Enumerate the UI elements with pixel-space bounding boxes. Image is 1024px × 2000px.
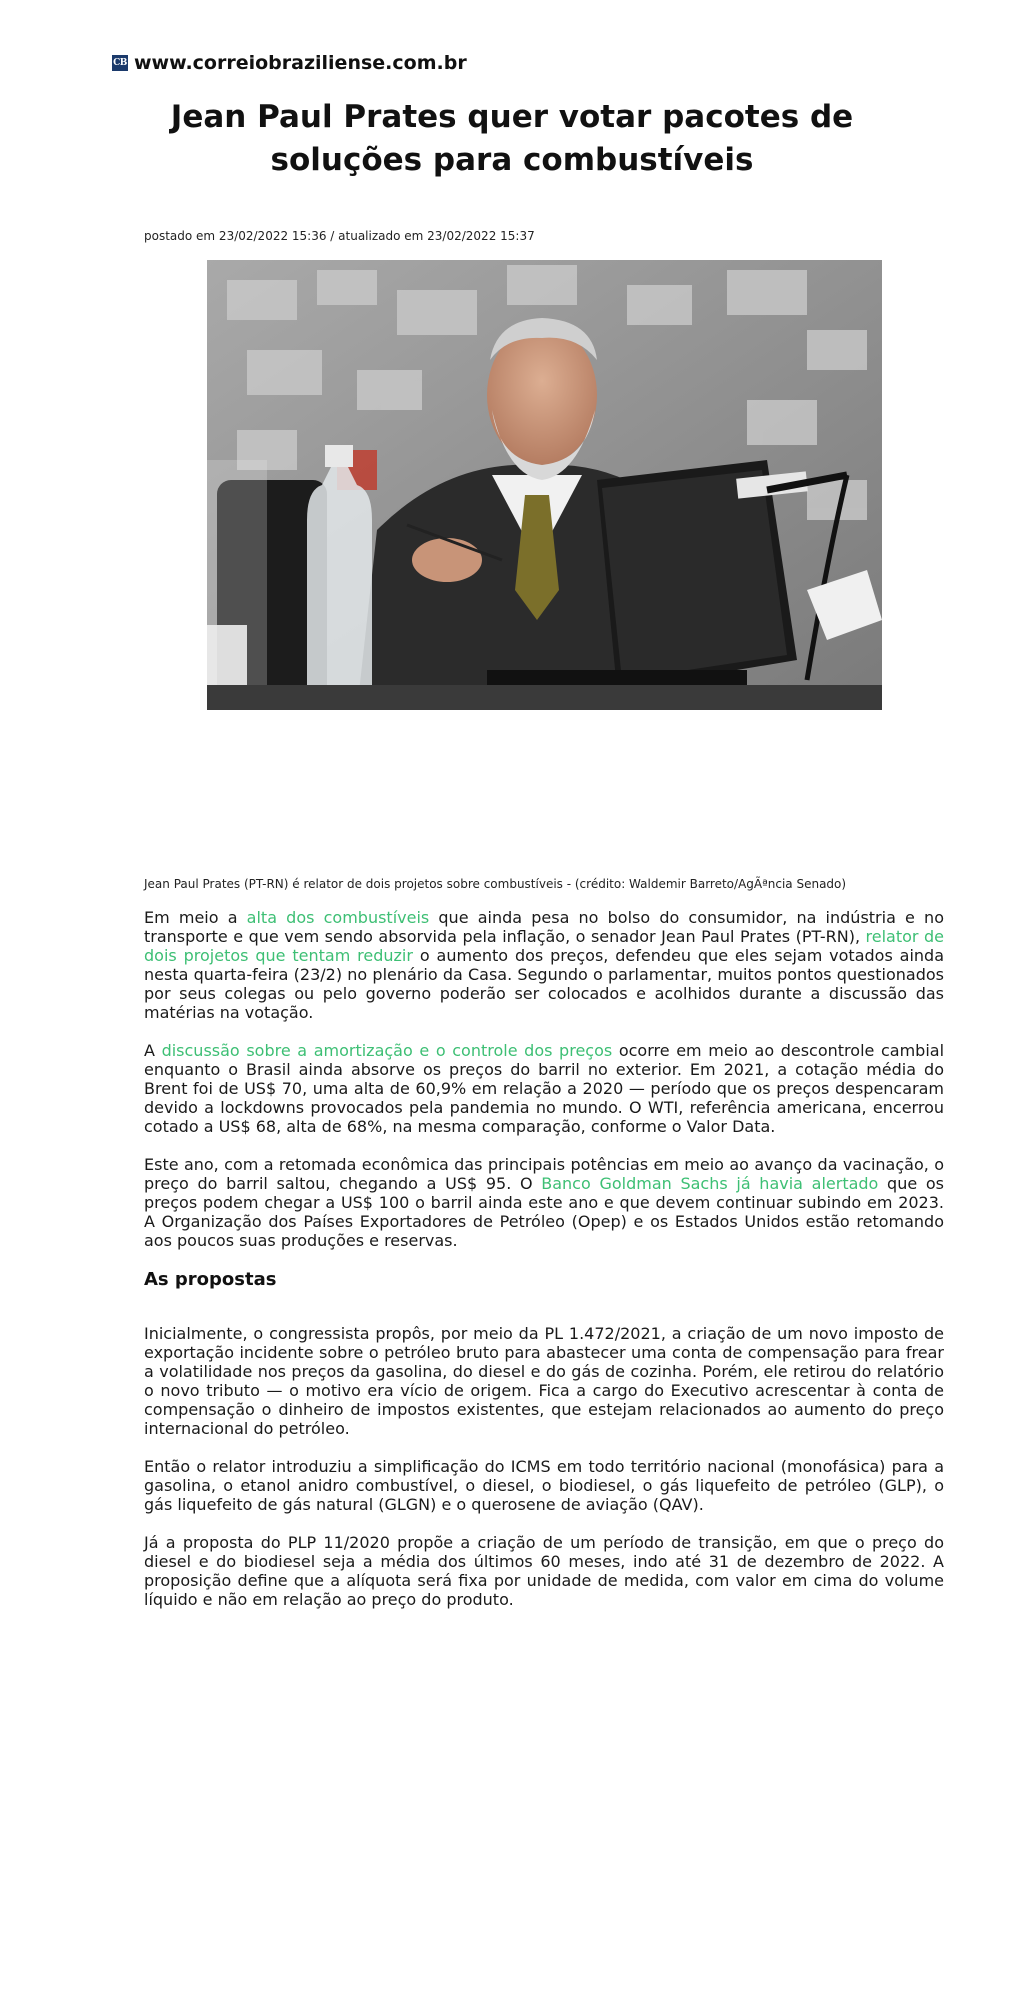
paragraph-4: Inicialmente, o congressista propôs, por meio da PL 1.472/2021, a criação de um novo imposto de exportação incidente sobre o petróleo bruto para abastecer uma conta de compensação para frear a volatilidade nos preços da gasolina, do diesel e do gás de cozinha. Porém, ele retirou do relatório o novo tributo — o motivo era vício de origem. Fica a cargo do Executivo acrescentar à conta de compensação o dinheiro de impostos existentes, que estejam relacionados ao aumento do preço internacional do petróleo.: [144, 1324, 944, 1438]
link-goldman-sachs[interactable]: Banco Goldman Sachs já havia alertado: [541, 1174, 879, 1193]
paragraph-3: [144, 1155, 944, 1250]
article-dateline: postado em 23/02/2022 15:36 / atualizado em 23/02/2022 15:37: [144, 229, 535, 243]
article-title: Jean Paul Prates quer votar pacotes de soluções para combustíveis: [170, 99, 854, 178]
text: Em meio a: [144, 908, 247, 927]
text: que ainda pesa no bolso do consumidor, na indústria e no transporte e que vem sendo absorvida pela inflação, o senador Jean Paul Prates (PT-RN),: [144, 908, 944, 946]
image-caption: Jean Paul Prates (PT-RN) é relator de dois projetos sobre combustíveis - (crédito: Waldemir Barreto/AgÃªncia Senado): [144, 877, 847, 891]
site-header: [112, 52, 467, 74]
article-photo: [207, 260, 882, 710]
cb-logo-icon: CB: [112, 55, 128, 71]
paragraph-2: [144, 1041, 944, 1136]
link-alta-combustiveis[interactable]: alta dos combustíveis: [246, 908, 430, 927]
link-relator-projetos[interactable]: relator de dois projetos que tentam reduzir: [144, 927, 944, 965]
article-body: [144, 908, 944, 1628]
paragraph-6: Já a proposta do PLP 11/2020 propõe a criação de um período de transição, em que o preço do diesel e do biodiesel seja a média dos últimos 60 meses, indo até 31 de dezembro de 2022. A proposição define que a alíquota será fixa por unidade de medida, com valor em cima do volume líquido e não em relação ao preço do produto.: [144, 1533, 944, 1609]
text: Este ano, com a retomada econômica das principais potências em meio ao avanço da vacinação, o preço do barril saltou, chegando a US$ 95. O: [144, 1155, 944, 1193]
text: ocorre em meio ao descontrole cambial enquanto o Brasil ainda absorve os preços do barril no exterior. Em 2021, a cotação média do Brent foi de US$ 70, uma alta de 60,9% em relação a 2020 — período que os preços despencaram devido a lockdowns provocados pela pandemia no mundo. O WTI, referência americana, encerrou cotado a US$ 68, alta de 68%, na mesma comparação, conforme o Valor Data.: [144, 1041, 945, 1136]
link-discussao-amortizacao[interactable]: discussão sobre a amortização e o controle dos preços: [161, 1041, 613, 1060]
text: que os preços podem chegar a US$ 100 o barril ainda este ano e que devem continuar subindo em 2023. A Organização dos Países Exportadores de Petróleo (Opep) e os Estados Unidos estão retomando aos poucos suas produções e reservas.: [144, 1174, 944, 1250]
text: o aumento dos preços, defendeu que eles sejam votados ainda nesta quarta-feira (23/2) no plenário da Casa. Segundo o parlamentar, muitos pontos questionados por seus colegas ou pelo governo poderão ser colocados e acolhidos durante a discussão das matérias na votação.: [144, 946, 945, 1022]
section-heading: As propostas: [144, 1269, 277, 1290]
site-url[interactable]: www.correiobraziliense.com.br: [134, 52, 467, 74]
paragraph-1: [144, 908, 944, 1022]
paragraph-5: Então o relator introduziu a simplificação do ICMS em todo território nacional (monofásica) para a gasolina, o etanol anidro combustível, o diesel, o biodiesel, o gás liquefeito de petróleo (GLP), o gás liquefeito de gás natural (GLGN) e o querosene de aviação (QAV).: [144, 1457, 944, 1514]
text: A: [144, 1041, 162, 1060]
